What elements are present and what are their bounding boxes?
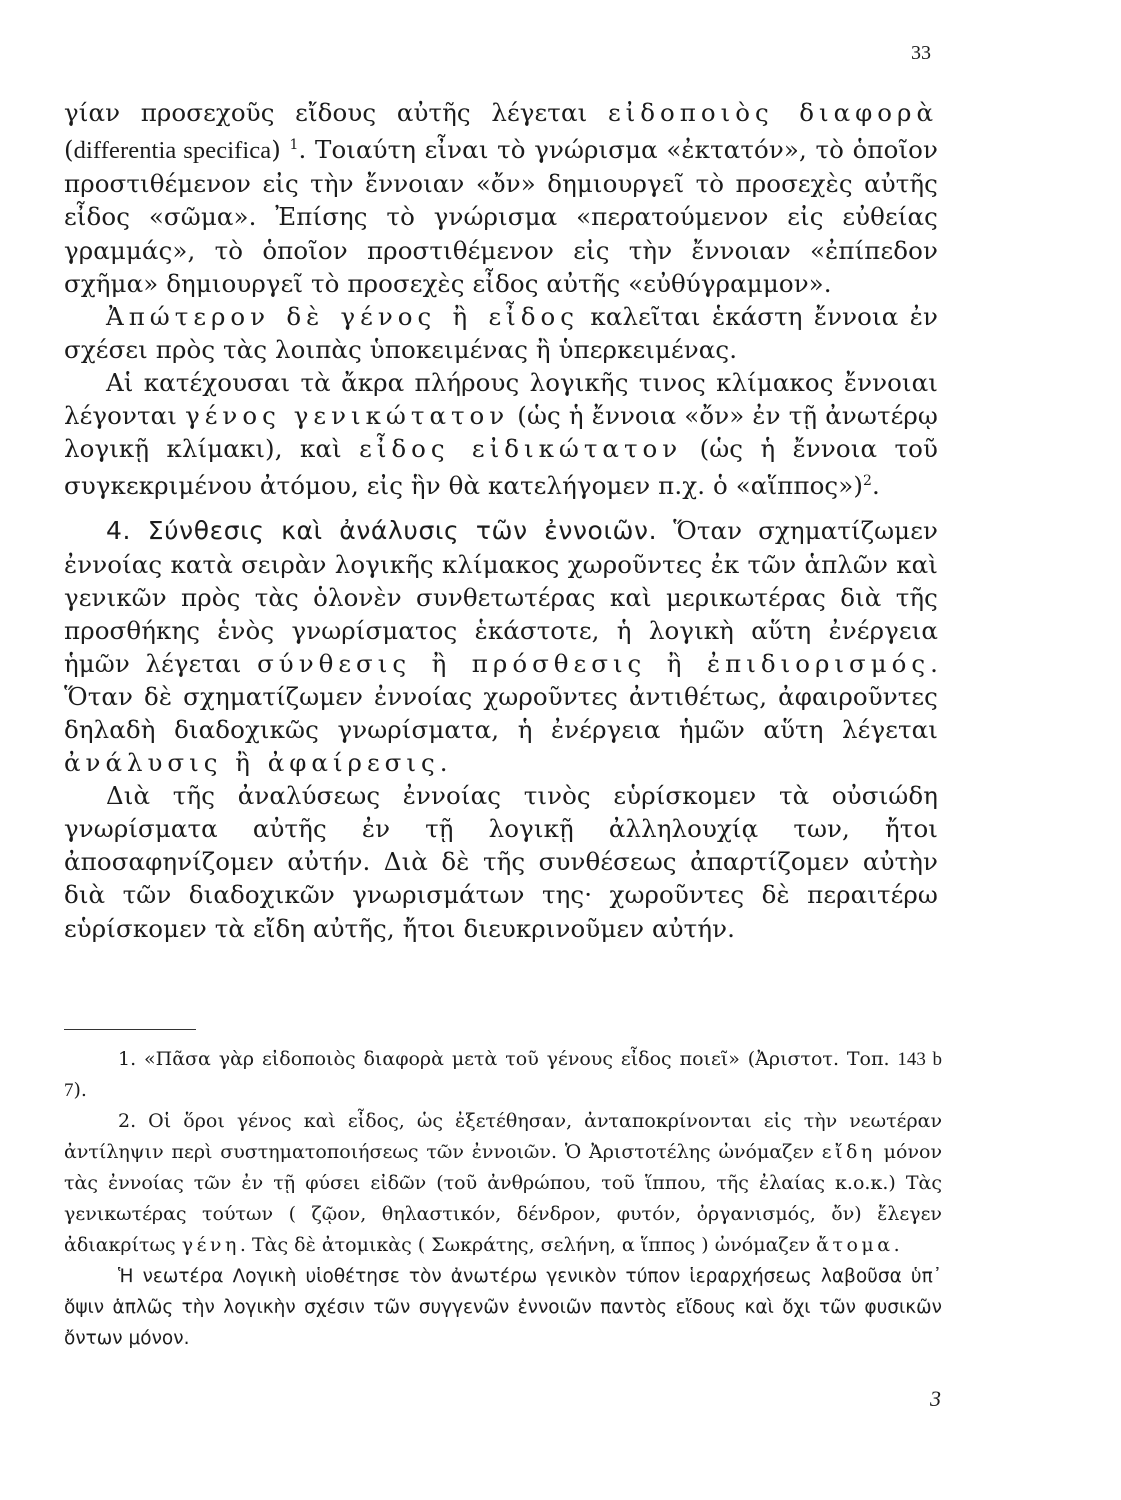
fn2-text-e: . Τὰς δὲ ἀτομικὰς ( Σωκράτης, σελήνη, α ἵππος ) ὠνόμαζεν [239,1234,817,1256]
footnote-divider [64,1029,196,1030]
p3-text-f: . [872,471,880,501]
fn2-text-g: . [893,1234,900,1256]
paragraph-5: Διὰ τῆς ἀναλύσεως ἐννοίας τινὸς εὑρίσκομεν τὰ οὐσιώδη γνωρίσματα αὐτῆς ἐν τῇ λογικῇ ἀλληλουχίᾳ των, ἤτοι ἀποσαφηνίζομεν αὐτήν. Διὰ δὲ τῆς συνθέσεως ἀπαρτίζομεν αὐτὴν διὰ τῶν διαδοχικῶν γνωρισμάτων της· χωροῦντες δὲ περαιτέρω εὑρίσκομεν τὰ εἴδη αὐτῆς, ἤτοι διευκρινοῦμεν αὐτήν. [64,781,938,943]
footnote-2 [64,1106,942,1261]
p3-text-e: (ὡς ἡ ἔννοια τοῦ συγκεκριμένου ἀτόμου, εἰς ἣν θὰ κατελήγομεν π.χ. ὁ «αἵππος») [64,434,939,501]
fn2-term-eide: εἴδη [821,1141,876,1163]
fn2-text-a: 2. Οἱ ὅροι γένος καὶ εἶδος, ὡς ἐξετέθησαν, ἀνταποκρίνονται εἰς τὴν νεωτέραν ἀντίληψιν περὶ συστηματοποιήσεως τῶν ἐννοιῶν. Ὁ Ἀριστοτέλης ὠνόμαζεν [64,1110,942,1163]
footnotes [64,1044,942,1354]
footnote-1 [64,1044,942,1106]
fn1-text-c: ). [73,1079,87,1101]
p4-term-synthesis: σύνθεσις ἢ πρόσθεσις ἢ ἐπιδιορισμός [257,648,931,678]
fn2-text-c: μόνον τὰς ἐννοίας τῶν ἐν τῇ φύσει εἰδῶν (τοῦ ἀνθρώπου, τοῦ ἵππου, τῆς ἐλαίας κ.ο.κ.) Τὰς γενικωτέρας τούτων ( ζῷον, θηλαστικόν, δένδρον, φυτόν, ὀργανισμός, ὄν) ἔλεγεν ἀδιακρίτως [64,1141,942,1256]
paragraph-4 [64,514,938,779]
fn2-term-gene: γένη [181,1234,240,1256]
signature-mark: 3 [930,1386,941,1411]
p1-term-eidopoios-diafora: εἰδοποιὸς διαφορὰ [607,98,938,127]
fn1-text-a: 1. «Πᾶσα γὰρ εἰδοποιὸς διαφορὰ μετὰ τοῦ γένους εἶδος ποιεῖ» (Ἀριστοτ. Τοπ. [118,1048,898,1070]
p1-text-e: ) [271,135,290,165]
paragraph-3 [64,366,938,503]
p4-term-analysis: ἀνάλυσις ἢ ἀφαίρεσις [64,748,440,778]
p4-text-c: . Ὅταν δὲ σχηματίζωμεν ἐννοίας χωροῦντες ἀντιθέτως, ἀφαιροῦντες δηλαδὴ διαδοχικῶς γνωρίσματα, ἡ ἐνέργεια ἡμῶν αὕτη λέγεται [64,648,938,744]
p3-text-a: Αἱ κατέχουσαι τὰ ἄκρα πλήρους λογικῆς τινος κλίμακος ἔννοιαι λέγονται [64,367,938,430]
p1-text-f: . Τοιαύτη εἶναι τὸ γνώρισμα «ἐκτατόν», τὸ ὁποῖον προστιθέμενον εἰς τὴν ἔννοιαν «ὄν» δημιουργεῖ τὸ προσεχὲς αὐτῆς εἶδος «σῶμα». Ἐπίσης τὸ γνώρισμα «περατούμενον εἰς εὐθείας γραμμάς», τὸ ὁποῖον προστιθέμενον εἰς τὴν ἔννοιαν «ἐπίπεδον σχῆμα» δημιουργεῖ τὸ προσεχὲς εἶδος αὐτῆς «εὐθύγραμμον». [64,135,939,298]
p4-text-a: Ὅταν σχηματίζωμεν ἐννοίας κατὰ σειρὰν λογικῆς κλίμακος χωροῦντες ἐκ τῶν ἁπλῶν καὶ γενικῶν πρὸς τὰς ὁλονὲν συνθετωτέρας καὶ μερικωτέρας διὰ τῆς προσθήκης ἑνὸς γνωρίσματος ἑκάστοτε, ἡ λογικὴ αὕτη ἐνέργεια ἡμῶν λέγεται [64,516,938,678]
p3-text-c: (ὡς ἡ ἔννοια «ὄν» ἐν τῇ ἀνωτέρῳ λογικῇ κλίμακι), καὶ [64,401,938,464]
fn2-term-atoma: ἄτομα [816,1234,894,1256]
footnote-ref-2: 2 [862,473,872,490]
p1-text-a: γίαν προσεχοῦς εἴδους αὐτῆς λέγεται [64,98,608,127]
footnote-2-continuation: Ἡ νεωτέρα Λογικὴ υἱοθέτησε τὸν ἀνωτέρω γενικὸν τύπον ἱεραρχήσεως λαβοῦσα ὑπ᾽ ὄψιν ἁπλῶς τὴν λογικὴν σχέσιν τῶν συγγενῶν ἐννοιῶν παντὸς εἴδους καὶ ὄχι τῶν φυσικῶν ὄντων μόνον. [64,1266,942,1349]
p2-text-b: καλεῖται ἑκάστη ἔννοια ἐν σχέσει πρὸς τὰς λοιπὰς ὑποκειμένας ἢ ὑπερκειμένας. [64,301,938,364]
section-heading: 4. Σύνθεσις καὶ ἀνάλυσις τῶν ἐννοιῶν. [106,516,658,546]
paragraph-2 [64,300,938,366]
p1-text-c: ( [64,135,74,165]
page-number: 33 [911,42,931,64]
fn1-reference: 143 b 7 [64,1049,943,1101]
p3-term-eidos-eidikotaton: εἶδος εἰδικώτατον [359,434,683,464]
paragraph-1 [64,96,938,300]
p1-latin-term: differentia specifica [73,137,272,165]
p3-term-genos-genikotaton: γένος γενικώτατον [185,401,510,430]
main-text [64,96,938,945]
footnote-ref-1: 1 [289,137,299,154]
p2-term-apoteron: Ἀπώτερον δὲ γένος ἢ εἶδος [106,301,580,331]
p4-text-e: . [439,748,448,778]
